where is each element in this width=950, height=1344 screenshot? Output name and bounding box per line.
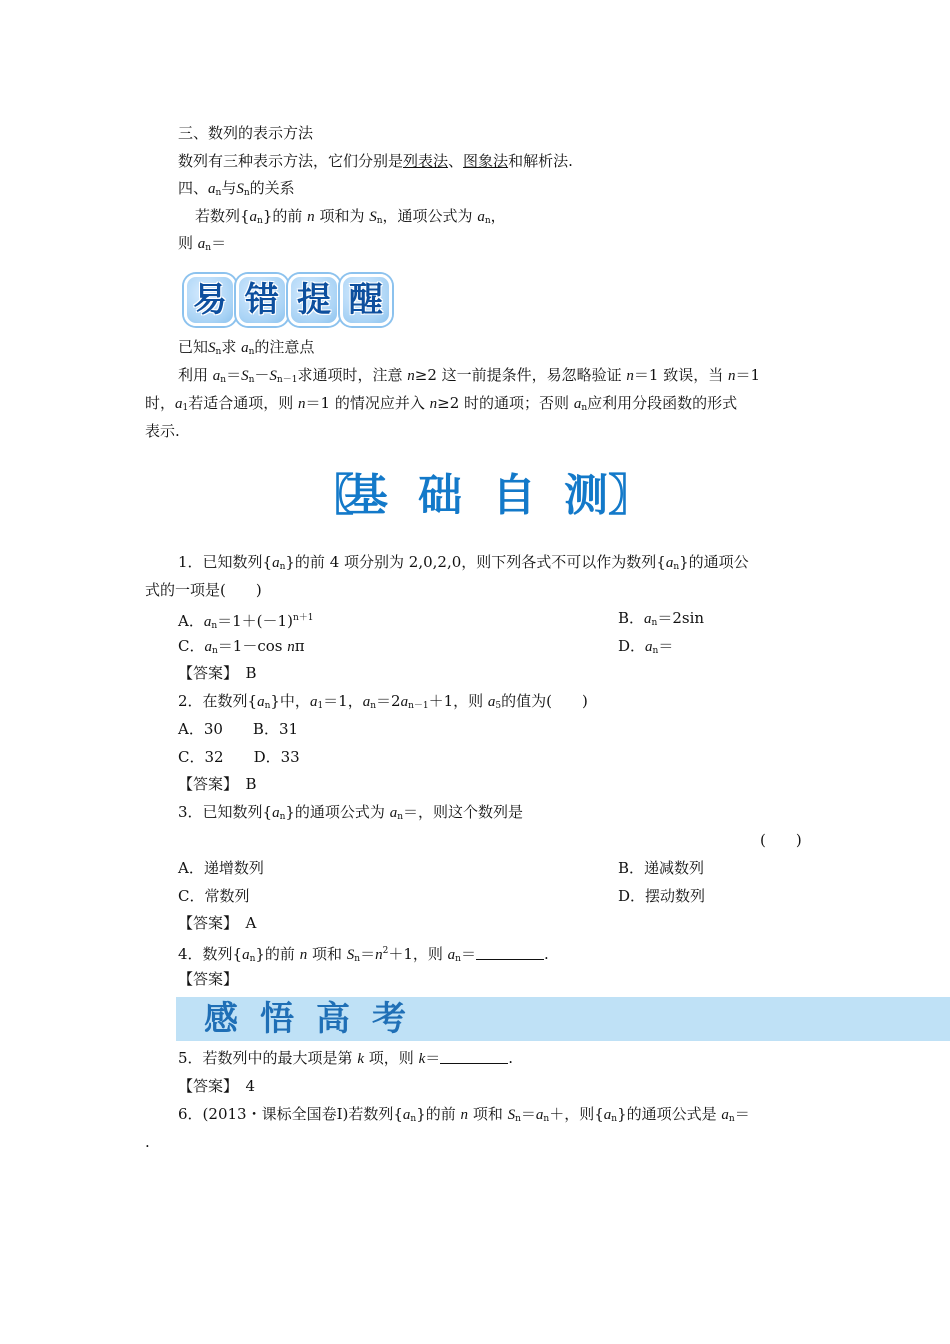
q4-answer-blank xyxy=(476,945,544,960)
sec3-heading: 三、数列的表示方法 xyxy=(178,124,314,142)
badge-char: 错 xyxy=(236,274,288,326)
q1-option-b: B．$a_n=2\sin$ xyxy=(618,609,705,628)
basic-self-test-banner xyxy=(310,470,654,522)
q4-stem: 4．数列$\{a_n\}$的前 n 项和 $S_n=n^2+1$，则 $a_n=$ . xyxy=(178,945,549,964)
banner-char: 感 xyxy=(204,999,238,1039)
q5-answer: 【答案】 4 xyxy=(178,1077,256,1095)
sec4-definition: 若数列$\{a_n\}$的前 n 项和为 $S_n$，通项公式为 $a_n$， xyxy=(195,207,506,226)
banner-char: 考 xyxy=(372,999,406,1039)
banner-char: 高 xyxy=(316,999,350,1039)
q1-answer: 【答案】 B xyxy=(178,664,257,682)
q6-stem: 6．(2013・课标全国卷Ⅰ)若数列$\{a_n\}$的前 n 项和 $S_n=a_n+$，则$\{a_n\}$的通项公式是 $a_n=$ xyxy=(178,1105,750,1124)
sec4-heading: 四、$a_n$与$S_n$的关系 xyxy=(178,179,295,198)
q3-answer: 【答案】 A xyxy=(178,914,257,932)
q5-stem: 5．若数列中的最大项是第 k 项，则 k＝ . xyxy=(178,1049,514,1067)
q2-answer: 【答案】 B xyxy=(178,775,257,793)
q3-stem: 3．已知数列$\{a_n\}$的通项公式为 $a_n=$，则这个数列是 xyxy=(178,803,524,822)
sec3-text: 数列有三种表示方法，它们分别是列表法、图象法和解析法. xyxy=(178,152,573,170)
banner-char: 基 xyxy=(344,470,390,521)
banner-char: 础 xyxy=(418,470,464,521)
banner-char: 〗 xyxy=(608,470,654,521)
q4-answer: 【答案】 xyxy=(178,970,239,988)
q1-stem-2: 式的一项是( ) xyxy=(145,581,262,599)
sec4-formula: 则 $a_n=$ xyxy=(178,234,227,253)
q3-option-c: C．常数列 xyxy=(178,887,250,905)
q3-option-d: D．摆动数列 xyxy=(618,887,706,905)
q1-stem: 1．已知数列$\{a_n\}$的前 4 项分别为 2,0,2,0，则下列各式不可以作为数列$\{a_n\}$的通项公 xyxy=(178,553,749,572)
q3-option-b: B．递减数列 xyxy=(618,859,705,877)
q1-option-d: D．$a_n=$ xyxy=(618,637,674,656)
error-reminder-badge xyxy=(184,270,389,328)
tip-line-2: 时，$a_1$若适合通项，则 n＝1 的情况应并入 n≥2 时的通项；否则 $a_n$应利用分段函数的形式 xyxy=(145,394,738,413)
q1-option-c: C．$a_n=1-\cos$ nπ xyxy=(178,637,305,656)
q2-stem: 2．在数列$\{a_n\}$中，$a_1=1$，$a_n=2a_{n-1}+1$，则 $a_5$的值为( ) xyxy=(178,692,588,711)
tip-line-1: 利用 $a_n=S_n-S_{n-1}$求通项时，注意 n≥2 这一前提条件，易忽略验证 n＝1 致误，当 n＝1 xyxy=(178,366,761,385)
banner-char: 〖 xyxy=(310,470,356,521)
q2-options-ab: A．30 B．31 xyxy=(178,720,299,738)
q3-option-a: A．递增数列 xyxy=(178,859,264,877)
badge-char: 易 xyxy=(184,274,236,326)
q3-paren: ( ) xyxy=(760,831,802,849)
q1-option-a: A．$a_n=1+(-1)^{n+1}$ xyxy=(178,612,314,631)
q6-stem-end: . xyxy=(145,1133,150,1151)
tip-title: 已知$S_n$求 $a_n$的注意点 xyxy=(178,338,315,357)
banner-char: 悟 xyxy=(260,999,294,1039)
q5-answer-blank xyxy=(440,1049,508,1064)
gaokao-banner xyxy=(176,997,950,1041)
banner-char: 测 xyxy=(564,470,610,521)
tip-line-3: 表示. xyxy=(145,422,180,440)
badge-char: 醒 xyxy=(340,274,392,326)
q2-options-cd: C．32 D．33 xyxy=(178,748,300,766)
banner-char: 自 xyxy=(492,470,538,521)
badge-char: 提 xyxy=(288,274,340,326)
